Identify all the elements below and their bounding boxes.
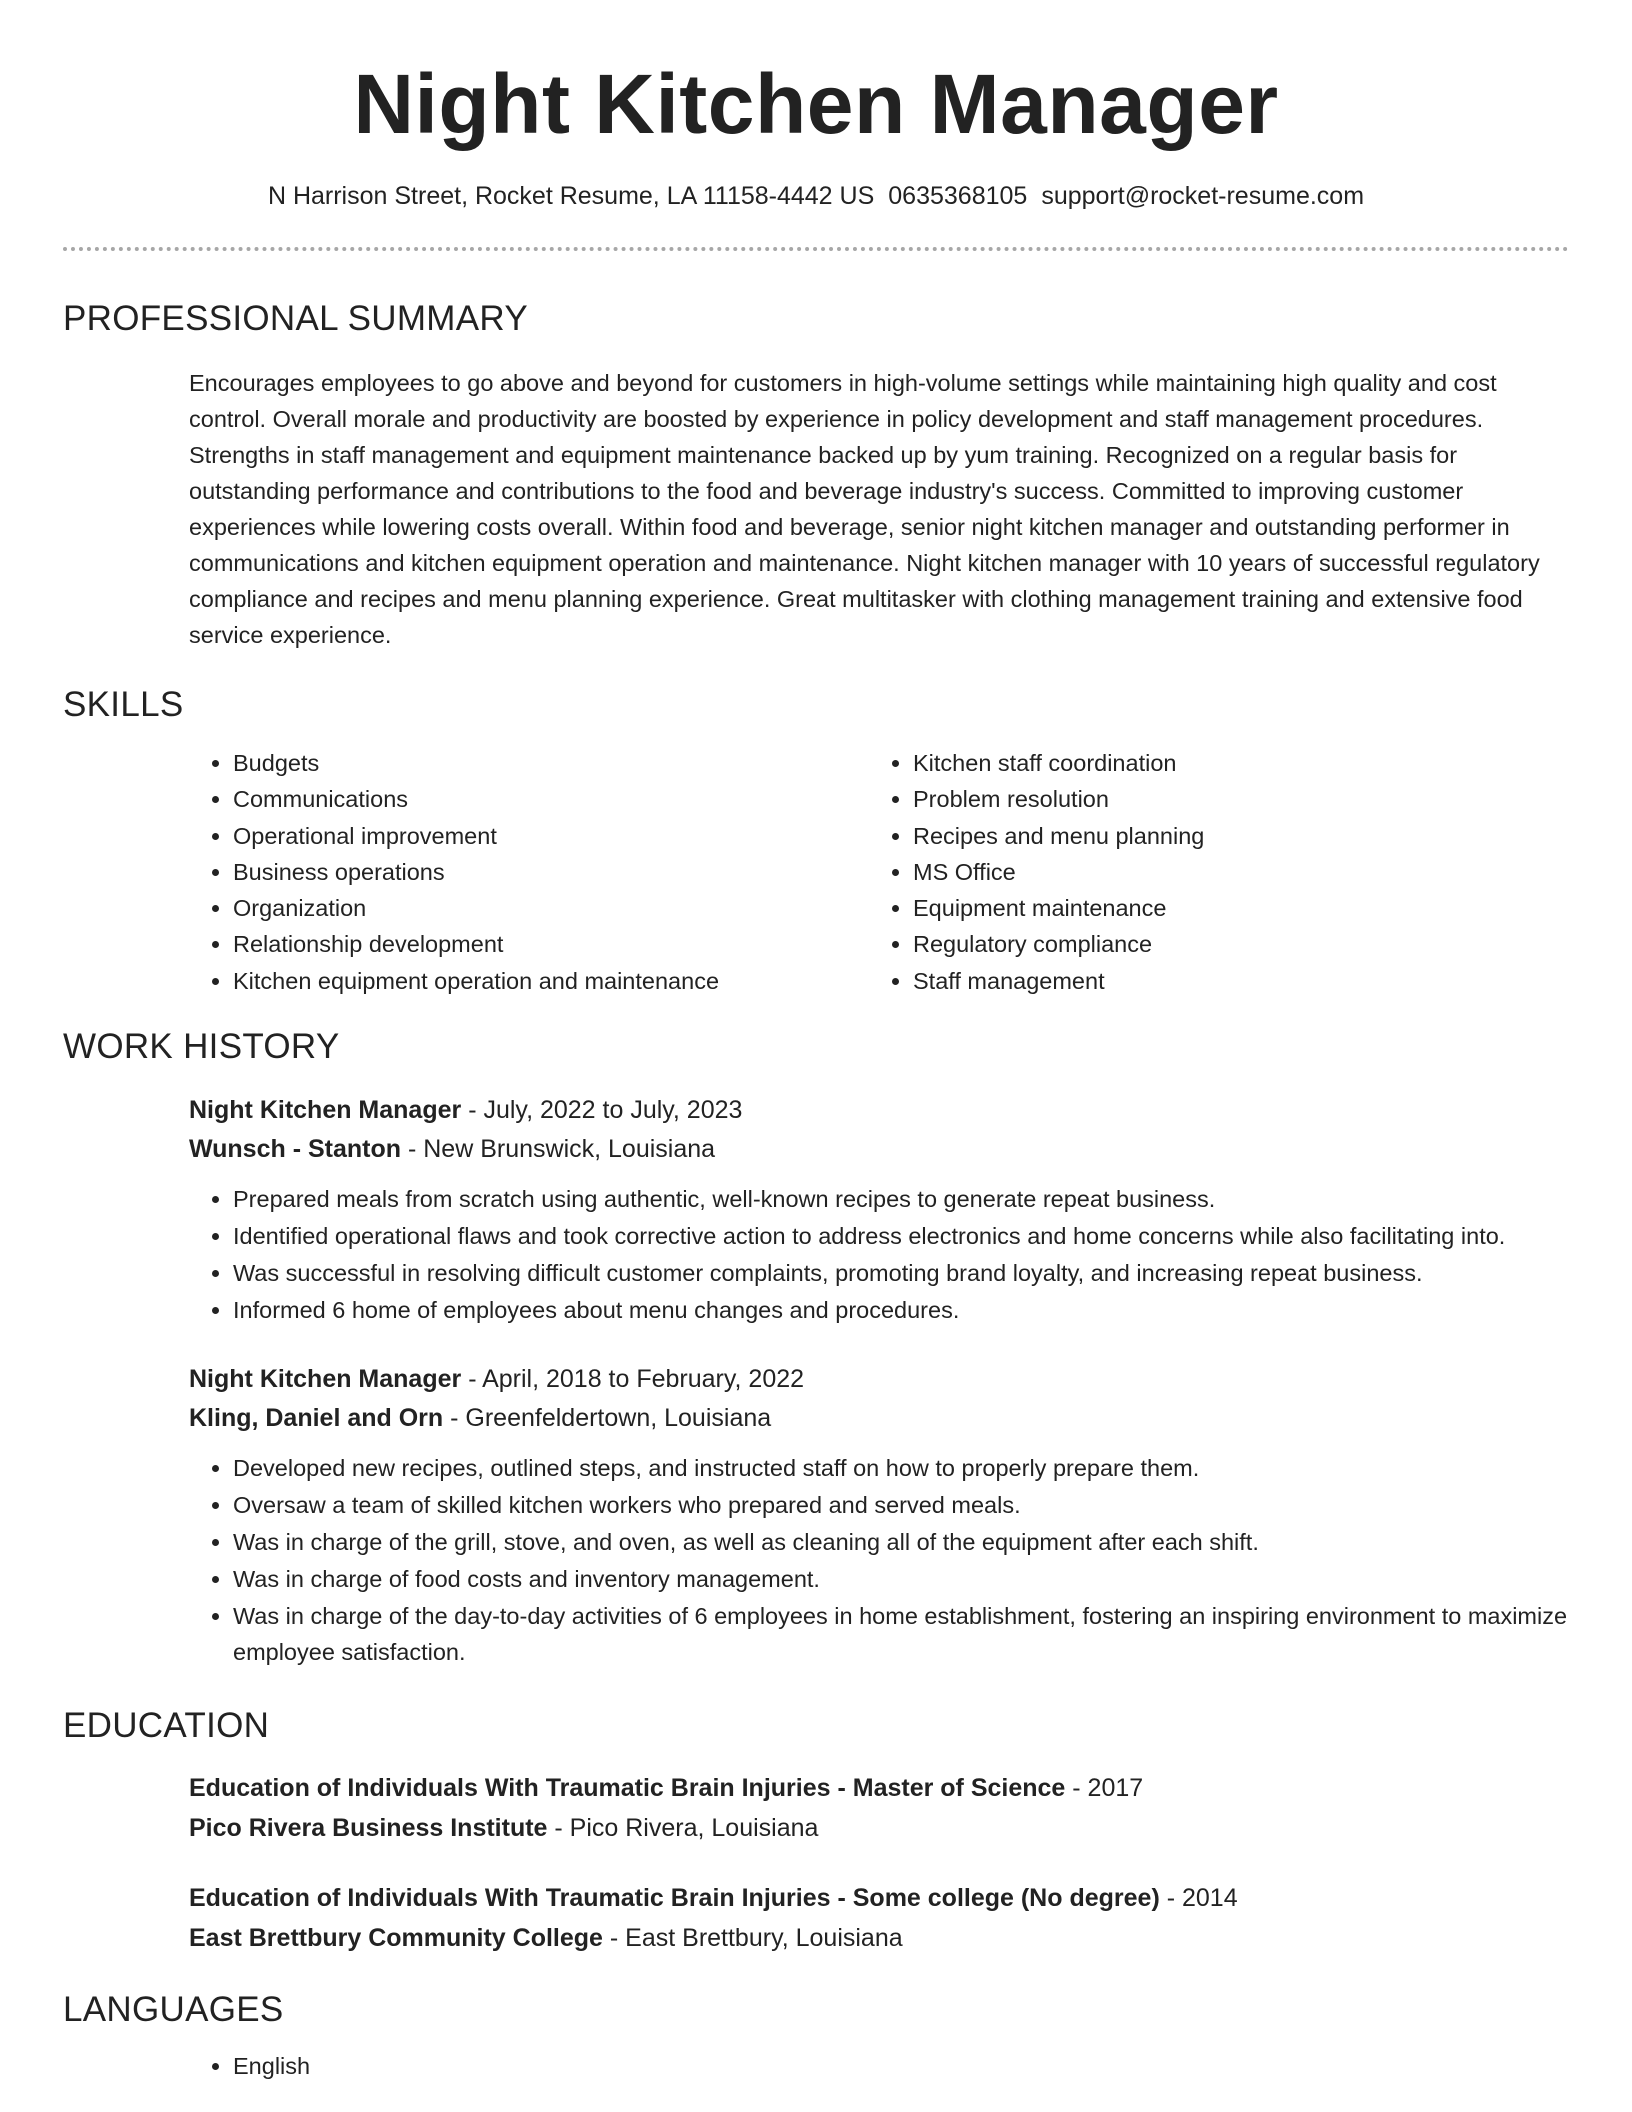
skill-item: • MS Office <box>913 854 1204 890</box>
section-title-summary: PROFESSIONAL SUMMARY <box>63 299 528 338</box>
skill-item: • Equipment maintenance <box>913 890 1204 926</box>
education-degree: Education of Individuals With Traumatic Brain Injuries - Master of Science <box>189 1774 1066 1803</box>
skill-item: • Operational improvement <box>233 818 869 854</box>
job-dates: - July, 2022 to July, 2023 <box>461 1096 743 1125</box>
education-school-line <box>189 1808 1569 1848</box>
education-degree-line <box>189 1878 1569 1918</box>
job-location: - Greenfeldertown, Louisiana <box>443 1404 772 1433</box>
job-entry <box>189 1360 1569 1670</box>
job-bullet: • Prepared meals from scratch using authentic, well-known recipes to generate repeat business. <box>233 1181 1569 1217</box>
languages-list <box>189 2048 1632 2084</box>
skills-list <box>189 745 1632 999</box>
skill-item: • Regulatory compliance <box>913 926 1204 962</box>
education-degree-line <box>189 1768 1569 1808</box>
job-bullet: • Was successful in resolving difficult customer complaints, promoting brand loyalty, and increasing repeat business. <box>233 1255 1569 1291</box>
job-title-line <box>189 1360 1569 1399</box>
education-school: Pico Rivera Business Institute <box>189 1814 548 1843</box>
contact-email[interactable]: support@rocket-resume.com <box>1041 182 1365 210</box>
job-role: Night Kitchen Manager <box>189 1096 462 1125</box>
education-school: East Brettbury Community College <box>189 1924 603 1953</box>
contact-line <box>0 182 1632 211</box>
education-location: - East Brettbury, Louisiana <box>602 1924 903 1953</box>
skills-column-right <box>869 745 1204 999</box>
job-dates: - April, 2018 to February, 2022 <box>461 1365 805 1394</box>
job-bullets <box>189 1181 1569 1328</box>
education-school-line <box>189 1918 1569 1958</box>
skill-item: • Kitchen equipment operation and maintenance <box>233 963 869 999</box>
job-bullet: • Was in charge of food costs and inventory management. <box>233 1561 1569 1597</box>
skills-column-left <box>189 745 869 999</box>
summary-text: Encourages employees to go above and beyond for customers in high-volume settings while maintaining high quality and cost control. Overall morale and productivity are boosted by experience in policy development and staff management procedures. Strengths in staff management and equipment maintenance backed up by yum training. Recognized on a regular basis for outstanding performance and contributions to the food and beverage industry's success. Committed to improving customer experiences while lowering costs overall. Within food and beverage, senior night kitchen manager and outstanding performer in communications and kitchen equipment operation and maintenance. Night kitchen manager with 10 years of successful regulatory compliance and recipes and menu planning experience. Great multitasker with clothing management training and extensive food service experience. <box>189 370 1540 648</box>
job-location: - New Brunswick, Louisiana <box>401 1135 716 1164</box>
skill-item: • Staff management <box>913 963 1204 999</box>
job-bullet: • Developed new recipes, outlined steps, and instructed staff on how to properly prepare them. <box>233 1450 1569 1486</box>
skill-item: • Relationship development <box>233 926 869 962</box>
education-entry <box>189 1768 1569 1848</box>
job-company-line <box>189 1399 1569 1438</box>
job-company: Wunsch - Stanton <box>189 1135 402 1164</box>
job-bullet: • Informed 6 home of employees about menu changes and procedures. <box>233 1292 1569 1328</box>
skill-item: • Business operations <box>233 854 869 890</box>
contact-phone: 0635368105 <box>888 182 1028 210</box>
education-year: - 2017 <box>1065 1774 1144 1803</box>
header-divider <box>63 247 1569 251</box>
job-title-line <box>189 1091 1569 1130</box>
job-bullet: • Was in charge of the day-to-day activities of 6 employees in home establishment, fostering an inspiring environment to maximize employee satisfaction. <box>233 1598 1569 1670</box>
skill-item: • Kitchen staff coordination <box>913 745 1204 781</box>
skill-item: • Organization <box>233 890 869 926</box>
job-bullet: • Was in charge of the grill, stove, and oven, as well as cleaning all of the equipment after each shift. <box>233 1524 1569 1560</box>
skill-item: • Communications <box>233 781 869 817</box>
resume-name: Night Kitchen Manager <box>353 57 1279 151</box>
education-location: - Pico Rivera, Louisiana <box>547 1814 819 1843</box>
skill-item: • Budgets <box>233 745 869 781</box>
contact-address: N Harrison Street, Rocket Resume, LA 11158-4442 US <box>267 182 875 210</box>
job-entry <box>189 1091 1569 1328</box>
job-bullet: • Oversaw a team of skilled kitchen workers who prepared and served meals. <box>233 1487 1569 1523</box>
language-item: • English <box>233 2048 1632 2084</box>
section-title-education: EDUCATION <box>63 1706 270 1746</box>
job-company: Kling, Daniel and Orn <box>189 1404 444 1433</box>
education-entry <box>189 1878 1569 1958</box>
job-bullet: • Identified operational flaws and took corrective action to address electronics and home concerns while also facilitating into. <box>233 1218 1569 1254</box>
job-company-line <box>189 1130 1569 1169</box>
job-bullets <box>189 1450 1569 1670</box>
skill-item: • Problem resolution <box>913 781 1204 817</box>
education-year: - 2014 <box>1159 1884 1238 1913</box>
education-degree: Education of Individuals With Traumatic Brain Injuries - Some college (No degree) <box>189 1884 1160 1913</box>
section-title-work-history: WORK HISTORY <box>63 1027 340 1067</box>
section-title-languages: LANGUAGES <box>63 1990 284 2030</box>
job-role: Night Kitchen Manager <box>189 1365 462 1394</box>
skill-item: • Recipes and menu planning <box>913 818 1204 854</box>
section-title-skills: SKILLS <box>63 685 184 724</box>
